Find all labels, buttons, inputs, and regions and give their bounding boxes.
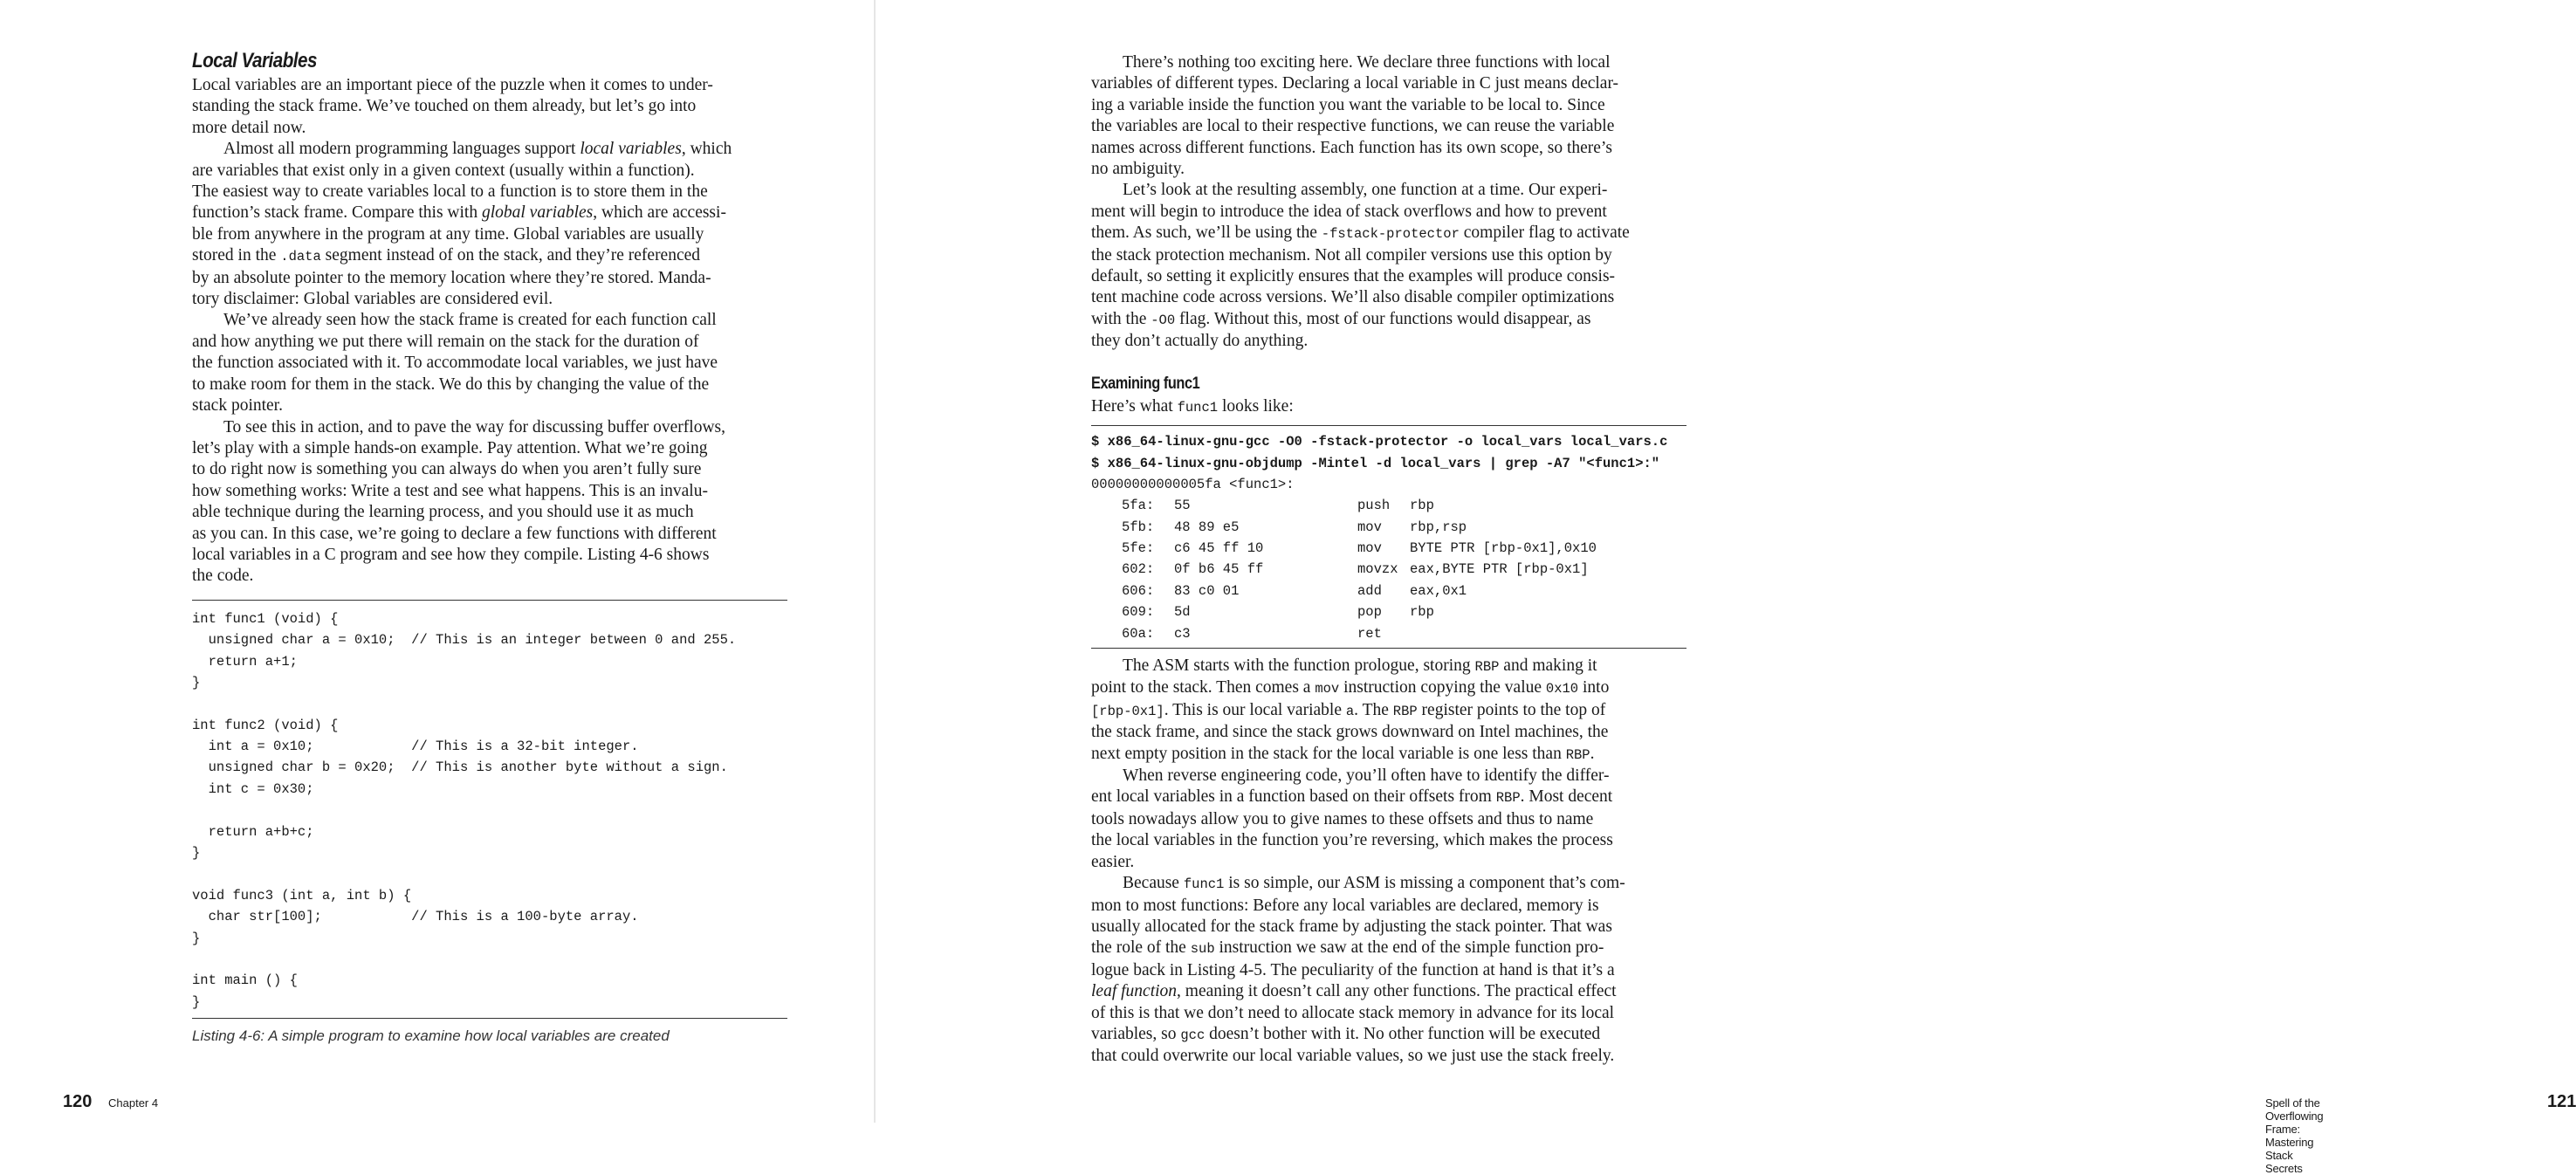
disasm-row	[1091, 517, 1686, 538]
italic-term: leaf function	[1091, 982, 1178, 1001]
text-line	[1091, 202, 1686, 223]
text-run: them. As such, we’ll be using the	[1091, 223, 1322, 243]
text-run: into	[1578, 678, 1610, 697]
instruction-address: 5fe:	[1122, 540, 1155, 557]
instruction-operands: BYTE PTR [rbp-0x1],0x10	[1410, 540, 1597, 557]
right-page	[876, 0, 2576, 1175]
instruction-bytes: 0f b6 45 ff	[1174, 561, 1264, 578]
code-line: }	[192, 674, 201, 691]
text-line	[192, 566, 787, 587]
text-run: variables of different types. Declaring a local variable in C just means declar-	[1091, 74, 1619, 93]
text-run: To see this in action, and to pave the way for discussing buffer overflows,	[223, 417, 726, 436]
text-run: the function associated with it. To accommodate local variables, we just have	[192, 354, 718, 373]
text-line	[192, 524, 787, 545]
text-run: variables, so	[1091, 1024, 1181, 1043]
instruction-operands: eax,0x1	[1410, 582, 1467, 599]
instruction-address: 606:	[1122, 582, 1155, 599]
text-run: they don’t actually do anything.	[1091, 332, 1309, 351]
code-line: }	[192, 845, 201, 862]
code-line: unsigned char a = 0x10; // This is an integer between 0 and 255.	[192, 632, 737, 649]
text-run: ing a variable inside the function you want the variable to be local to. Since	[1091, 95, 1605, 114]
code-line	[192, 863, 787, 884]
text-line	[1091, 52, 1686, 73]
paragraph	[1091, 873, 1686, 1068]
text-line	[192, 502, 787, 523]
text-line	[1091, 116, 1686, 137]
text-run: function’s stack frame. Compare this with	[192, 203, 482, 223]
text-line	[192, 203, 787, 223]
intro-paragraph	[1091, 396, 1686, 418]
instruction-operands: rbp	[1410, 498, 1434, 514]
code-line	[192, 949, 787, 970]
text-run: the stack frame, and since the stack grows downward on Intel machines, the	[1091, 723, 1609, 742]
paragraph	[1091, 766, 1686, 873]
text-run: flag. Without this, most of our functions would disappear, as	[1175, 309, 1591, 328]
text-line	[1091, 138, 1686, 159]
text-line	[1091, 830, 1686, 851]
text-line	[1091, 873, 1686, 895]
code-line	[192, 800, 787, 821]
text-run: Local variables are an important piece of the puzzle when it comes to under-	[192, 76, 713, 94]
inline-code: RBP	[1474, 659, 1500, 676]
inline-code: mov	[1315, 681, 1340, 697]
code-line: int func1 (void) {	[192, 610, 339, 627]
text-run: usually allocated for the stack frame by adjusting the stack pointer. That was	[1091, 917, 1612, 936]
text-line	[1091, 95, 1686, 116]
text-run: standing the stack frame. We’ve touched on them already, but let’s go into	[192, 97, 697, 116]
text-line	[1091, 917, 1686, 938]
text-run: register points to the top of	[1417, 700, 1606, 719]
instruction-operands: eax,BYTE PTR [rbp-0x1]	[1410, 561, 1589, 578]
text-run: are variables that exist only in a given context (usually within a function).	[192, 161, 695, 180]
instruction-operands: rbp	[1410, 604, 1434, 621]
text-line	[1091, 1046, 1686, 1067]
instruction-address: 5fb:	[1122, 519, 1155, 535]
instruction-address: 602:	[1122, 561, 1155, 578]
text-run: how something works: Write a test and see what happens. This is an invalu-	[192, 481, 708, 500]
text-run: able technique during the learning process, and you should use it as much	[192, 503, 694, 522]
text-line	[192, 374, 787, 395]
text-run: easier.	[1091, 852, 1135, 871]
text-line	[1091, 896, 1686, 917]
instruction-operands: rbp,rsp	[1410, 519, 1467, 535]
instruction-mnemonic: push	[1357, 498, 1391, 514]
text-run: Almost all modern programming languages support	[223, 140, 580, 159]
text-line	[1091, 331, 1686, 352]
code-line: return a+1;	[192, 653, 298, 670]
text-run: instruction we saw at the end of the simple function pro-	[1214, 938, 1604, 958]
inline-code: func1	[1183, 876, 1225, 893]
text-line	[192, 75, 787, 96]
code-listing	[192, 600, 787, 1019]
paragraph	[1091, 52, 1686, 180]
paragraph	[192, 75, 787, 139]
code-line: int c = 0x30;	[192, 780, 314, 797]
inline-code: -O0	[1151, 312, 1176, 328]
disasm-row	[1091, 495, 1686, 516]
text-line	[1091, 787, 1686, 808]
instruction-bytes: 48 89 e5	[1174, 519, 1240, 535]
running-head-chapter: Chapter 4	[108, 1096, 159, 1110]
text-line	[1091, 981, 1686, 1002]
text-line	[1091, 677, 1686, 699]
text-run: no ambiguity.	[1091, 160, 1185, 179]
text-run: ent local variables in a function based on their offsets from	[1091, 787, 1496, 807]
instruction-bytes: 5d	[1174, 604, 1191, 621]
text-line	[192, 545, 787, 566]
text-run: , which	[681, 140, 732, 159]
text-run: stored in the	[192, 246, 281, 265]
code-line: int main () {	[192, 972, 298, 989]
text-line	[1091, 766, 1686, 787]
text-run: .	[1590, 744, 1595, 763]
terminal-commands	[1091, 431, 1686, 474]
text-run: and how anything we put there will remain on the stack for the duration of	[192, 332, 699, 351]
text-line	[192, 310, 787, 331]
page-number-left: 120	[63, 1092, 93, 1111]
text-run: stack pointer.	[192, 396, 283, 416]
inline-code: func1	[1177, 399, 1219, 416]
text-run: looks like:	[1218, 396, 1294, 416]
text-line	[192, 395, 787, 416]
text-line	[1091, 396, 1686, 418]
inline-code: RBP	[1495, 790, 1521, 807]
instruction-bytes: 83 c0 01	[1174, 582, 1240, 599]
inline-code: [rbp-0x1]	[1091, 703, 1164, 719]
text-line	[192, 438, 787, 459]
text-run: point to the stack. Then comes a	[1091, 678, 1315, 697]
paragraph	[1091, 180, 1686, 352]
code-line: }	[192, 993, 201, 1010]
text-run: by an absolute pointer to the memory location where they’re stored. Manda-	[192, 268, 711, 287]
inline-code: RBP	[1392, 703, 1418, 719]
text-run: compiler flag to activate	[1459, 223, 1630, 243]
right-paragraphs-top	[1091, 52, 1686, 353]
inline-code: gcc	[1180, 1027, 1206, 1043]
text-run: default, so setting it explicitly ensures that the examples will produce consis-	[1091, 267, 1616, 286]
text-run: more detail now.	[192, 118, 306, 137]
text-run: tools nowadays allow you to give names to these offsets and thus to name	[1091, 809, 1594, 828]
disasm-row	[1091, 623, 1686, 644]
inline-code: .data	[280, 249, 321, 265]
code-line: void func3 (int a, int b) {	[192, 887, 412, 904]
text-run: names across different functions. Each function has its own scope, so there’s	[1091, 138, 1612, 157]
text-line	[1091, 700, 1686, 722]
text-run: the local variables in the function you’re reversing, which makes the process	[1091, 831, 1613, 850]
italic-term: global variables	[481, 203, 594, 223]
inline-code: a	[1345, 703, 1355, 719]
text-line	[192, 224, 787, 245]
text-run: When reverse engineering code, you’ll often have to identify the differ-	[1123, 766, 1610, 786]
text-run: mon to most functions: Before any local variables are declared, memory is	[1091, 896, 1599, 915]
instruction-mnemonic: pop	[1357, 604, 1382, 621]
code-line: int a = 0x10; // This is a 32-bit integer.	[192, 739, 639, 755]
text-line	[1091, 722, 1686, 743]
text-line	[192, 459, 787, 480]
text-run: is so simple, our ASM is missing a component that’s com-	[1224, 874, 1625, 893]
instruction-mnemonic: add	[1357, 582, 1382, 599]
text-run: the stack protection mechanism. Not all compiler versions use this option by	[1091, 245, 1612, 265]
text-run: , which are accessi-	[593, 203, 726, 223]
text-run: next empty position in the stack for the local variable is one less than	[1091, 744, 1566, 763]
text-line	[1091, 809, 1686, 830]
text-line	[192, 353, 787, 374]
text-line	[1091, 245, 1686, 266]
left-paragraphs	[192, 75, 787, 588]
disasm-row	[1091, 581, 1686, 601]
text-run: We’ve already seen how the stack frame is created for each function call	[223, 311, 717, 330]
paragraph	[192, 310, 787, 416]
text-run: . Most decent	[1520, 787, 1613, 807]
text-run: the code.	[192, 567, 254, 586]
text-line	[192, 96, 787, 117]
instruction-bytes: c6 45 ff 10	[1174, 540, 1264, 557]
section-title: Local Variables	[192, 49, 317, 72]
text-run: as you can. In this case, we’re going to declare a few functions with different	[192, 524, 717, 543]
paragraph	[192, 417, 787, 588]
subsection-title: Examining func1	[1091, 374, 1200, 393]
running-head-title: Spell of the Overflowing Frame: Mastering Stack Secrets	[2265, 1096, 2324, 1175]
text-line	[1091, 73, 1686, 94]
text-run: the role of the	[1091, 938, 1191, 958]
instruction-mnemonic: ret	[1357, 625, 1382, 642]
text-run: the variables are local to their respective functions, we can reuse the variable	[1091, 117, 1615, 136]
text-line	[192, 161, 787, 182]
instruction-mnemonic: mov	[1357, 519, 1382, 535]
inline-code: sub	[1190, 941, 1215, 958]
shell-command: $ x86_64-linux-gnu-gcc -O0 -fstack-protector -o local_vars local_vars.c	[1091, 434, 1668, 450]
text-run: Because	[1123, 874, 1184, 893]
text-run: . This is our local variable	[1164, 700, 1346, 719]
italic-term: local variables	[580, 140, 682, 159]
text-run: tory disclaimer: Global variables are considered evil.	[192, 290, 553, 309]
text-line	[1091, 180, 1686, 201]
text-run: doesn’t bother with it. No other function will be executed	[1205, 1024, 1601, 1043]
text-run: to do right now is something you can always do when you aren’t fully sure	[192, 460, 702, 479]
inline-code: -fstack-protector	[1321, 226, 1460, 243]
shell-command: $ x86_64-linux-gnu-objdump -Mintel -d local_vars | grep -A7 "<func1>:"	[1091, 455, 1660, 471]
instruction-bytes: 55	[1174, 498, 1191, 514]
text-line	[192, 417, 787, 438]
text-run: with the	[1091, 309, 1151, 328]
code-line: char str[100]; // This is a 100-byte array.	[192, 909, 639, 925]
text-line	[1091, 223, 1686, 244]
text-run: ble from anywhere in the program at any time. Global variables are usually	[192, 224, 704, 244]
text-run: . The	[1354, 700, 1393, 719]
code-line: }	[192, 930, 201, 946]
paragraph	[1091, 656, 1686, 766]
instruction-bytes: c3	[1174, 625, 1191, 642]
code-line: unsigned char b = 0x20; // This is another byte without a sign.	[192, 759, 728, 776]
text-line	[192, 481, 787, 502]
right-column	[1091, 52, 1686, 1068]
text-run: , meaning it doesn’t call any other functions. The practical effect	[1177, 982, 1617, 1001]
text-line	[1091, 309, 1686, 331]
text-run: of this is that we don’t need to allocate stack memory in advance for its local	[1091, 1003, 1615, 1022]
text-line	[1091, 852, 1686, 873]
text-line	[1091, 266, 1686, 287]
page-number-right: 121	[2547, 1092, 2576, 1111]
text-run: instruction copying the value	[1339, 678, 1546, 697]
text-line	[1091, 1003, 1686, 1024]
paragraph	[192, 139, 787, 310]
text-line	[1091, 287, 1686, 308]
code-line: int func2 (void) {	[192, 717, 339, 733]
code-line: return a+b+c;	[192, 823, 314, 840]
instruction-mnemonic: mov	[1357, 540, 1382, 557]
inline-code: RBP	[1565, 746, 1590, 763]
text-run: Let’s look at the resulting assembly, one function at a time. Our experi-	[1123, 181, 1608, 200]
text-line	[1091, 656, 1686, 677]
text-line	[1091, 744, 1686, 766]
text-run: let’s play with a simple hands-on example. Pay attention. What we’re going	[192, 438, 708, 457]
disasm-row	[1091, 538, 1686, 559]
text-run: logue back in Listing 4-5. The peculiarity of the function at hand is that it’s a	[1091, 960, 1615, 979]
text-line	[1091, 1024, 1686, 1046]
instruction-address: 60a:	[1122, 625, 1155, 642]
text-line	[1091, 960, 1686, 981]
text-line	[1091, 938, 1686, 959]
instruction-address: 5fa:	[1122, 498, 1155, 514]
text-run: that could overwrite our local variable values, so we just use the stack freely.	[1091, 1047, 1615, 1066]
instruction-address: 609:	[1122, 604, 1155, 621]
terminal-output	[1091, 425, 1686, 649]
text-run: to make room for them in the stack. We do this by changing the value of the	[192, 374, 710, 394]
inline-code: 0x10	[1545, 681, 1579, 697]
left-column	[192, 47, 787, 1045]
text-run: The easiest way to create variables local to a function is to store them in the	[192, 182, 708, 202]
text-line	[192, 182, 787, 203]
text-run: There’s nothing too exciting here. We declare three functions with local	[1123, 53, 1611, 72]
text-line	[192, 332, 787, 353]
text-run: and making it	[1499, 656, 1597, 676]
disasm-row	[1091, 559, 1686, 580]
instruction-mnemonic: movzx	[1357, 561, 1398, 578]
text-run: Here’s what	[1091, 396, 1178, 416]
text-run: segment instead of on the stack, and they’re referenced	[320, 246, 701, 265]
left-page	[0, 0, 874, 1123]
text-line	[192, 245, 787, 267]
text-line	[1091, 159, 1686, 180]
text-run: ment will begin to introduce the idea of stack overflows and how to prevent	[1091, 202, 1607, 221]
code-line	[192, 693, 787, 714]
text-line	[192, 289, 787, 310]
disasm-header: 00000000000005fa <func1>:	[1091, 476, 1295, 492]
text-run: The ASM starts with the function prologue, storing	[1123, 656, 1475, 676]
text-line	[192, 118, 787, 139]
text-line	[192, 139, 787, 160]
disasm-rows	[1091, 495, 1686, 644]
text-run: local variables in a C program and see how they compile. Listing 4-6 shows	[192, 545, 710, 564]
text-line	[192, 268, 787, 289]
text-run: tent machine code across versions. We’ll also disable compiler optimizations	[1091, 288, 1615, 307]
disasm-row	[1091, 601, 1686, 622]
right-paragraphs-bottom	[1091, 656, 1686, 1068]
listing-caption: Listing 4-6: A simple program to examine how local variables are created	[192, 1027, 670, 1045]
instruction-operands	[1410, 623, 1686, 644]
